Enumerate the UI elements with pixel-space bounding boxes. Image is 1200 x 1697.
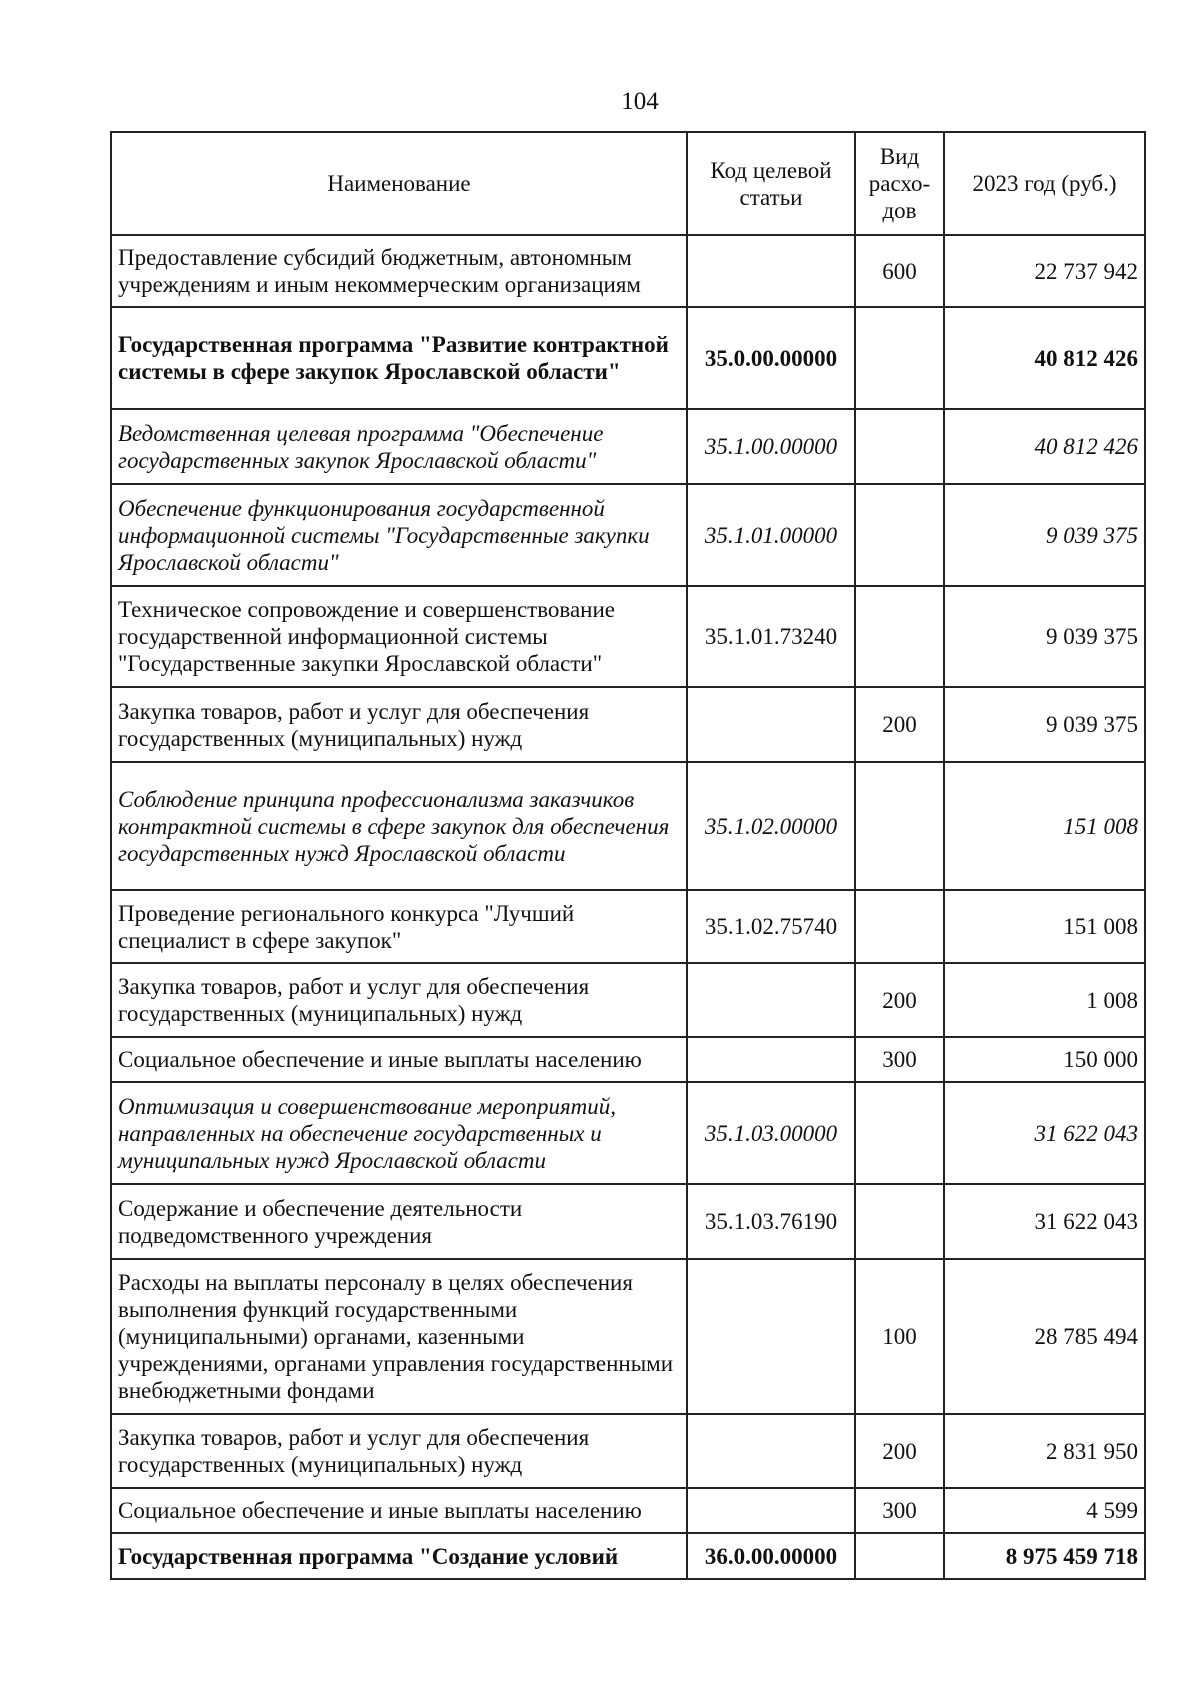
cell-code: 35.1.03.00000 xyxy=(687,1082,855,1184)
cell-type xyxy=(855,409,944,484)
cell-code: 35.1.03.76190 xyxy=(687,1184,855,1259)
cell-type: 200 xyxy=(855,963,944,1037)
cell-code: 35.1.02.75740 xyxy=(687,890,855,963)
cell-name: Оптимизация и совершенствование мероприятий, направленных на обеспечение государственных и муниципальных нужд Ярославской области xyxy=(111,1082,687,1184)
table-row xyxy=(111,235,1145,307)
cell-sum: 9 039 375 xyxy=(944,586,1145,687)
table-row xyxy=(111,1259,1145,1414)
cell-code: 36.0.00.00000 xyxy=(687,1533,855,1579)
cell-type xyxy=(855,1082,944,1184)
table-row xyxy=(111,687,1145,762)
cell-name: Расходы на выплаты персоналу в целях обеспечения выполнения функций государственными (муниципальными) органами, казенными учреждениями, органами управления государственными внебюджетными фондами xyxy=(111,1259,687,1414)
cell-name: Государственная программа "Создание условий xyxy=(111,1533,687,1579)
cell-sum: 4 599 xyxy=(944,1488,1145,1533)
budget-table xyxy=(110,131,1146,1580)
table-row xyxy=(111,1533,1145,1579)
cell-code: 35.1.01.00000 xyxy=(687,484,855,586)
table-row xyxy=(111,890,1145,963)
cell-sum: 40 812 426 xyxy=(944,307,1145,409)
cell-code: 35.1.02.00000 xyxy=(687,762,855,890)
cell-sum: 28 785 494 xyxy=(944,1259,1145,1414)
cell-type xyxy=(855,1184,944,1259)
cell-sum: 9 039 375 xyxy=(944,484,1145,586)
cell-sum: 151 008 xyxy=(944,762,1145,890)
table-row xyxy=(111,307,1145,409)
cell-type xyxy=(855,890,944,963)
cell-sum: 31 622 043 xyxy=(944,1082,1145,1184)
table-row xyxy=(111,1488,1145,1533)
cell-code xyxy=(687,687,855,762)
cell-code xyxy=(687,1488,855,1533)
cell-type: 200 xyxy=(855,1414,944,1488)
header-sum: 2023 год (руб.) xyxy=(944,132,1145,235)
table-row xyxy=(111,963,1145,1037)
cell-type xyxy=(855,484,944,586)
table-row xyxy=(111,1037,1145,1082)
cell-type: 300 xyxy=(855,1488,944,1533)
cell-name: Проведение регионального конкурса "Лучший специалист в сфере закупок" xyxy=(111,890,687,963)
cell-name: Предоставление субсидий бюджетным, автономным учреждениям и иным некоммерческим организациям xyxy=(111,235,687,307)
cell-name: Закупка товаров, работ и услуг для обеспечения государственных (муниципальных) нужд xyxy=(111,963,687,1037)
cell-type: 600 xyxy=(855,235,944,307)
cell-sum: 40 812 426 xyxy=(944,409,1145,484)
table-row xyxy=(111,1414,1145,1488)
cell-name: Обеспечение функционирования государственной информационной системы "Государственные закупки Ярославской области" xyxy=(111,484,687,586)
cell-name: Техническое сопровождение и совершенствование государственной информационной системы "Государственные закупки Ярославской области" xyxy=(111,586,687,687)
cell-sum: 151 008 xyxy=(944,890,1145,963)
cell-type xyxy=(855,307,944,409)
table-row xyxy=(111,484,1145,586)
cell-code xyxy=(687,1037,855,1082)
cell-type xyxy=(855,1533,944,1579)
table-body xyxy=(111,235,1145,1579)
cell-code xyxy=(687,963,855,1037)
cell-type: 100 xyxy=(855,1259,944,1414)
cell-name: Закупка товаров, работ и услуг для обеспечения государственных (муниципальных) нужд xyxy=(111,1414,687,1488)
cell-code xyxy=(687,1414,855,1488)
cell-name: Соблюдение принципа профессионализма заказчиков контрактной системы в сфере закупок для обеспечения государственных нужд Ярославской области xyxy=(111,762,687,890)
cell-type: 200 xyxy=(855,687,944,762)
cell-name: Закупка товаров, работ и услуг для обеспечения государственных (муниципальных) нужд xyxy=(111,687,687,762)
cell-name: Ведомственная целевая программа "Обеспечение государственных закупок Ярославской области" xyxy=(111,409,687,484)
cell-code: 35.0.00.00000 xyxy=(687,307,855,409)
cell-type xyxy=(855,586,944,687)
cell-name: Государственная программа "Развитие контрактной системы в сфере закупок Ярославской области" xyxy=(111,307,687,409)
table-row xyxy=(111,762,1145,890)
cell-sum: 9 039 375 xyxy=(944,687,1145,762)
table-row xyxy=(111,1184,1145,1259)
cell-type: 300 xyxy=(855,1037,944,1082)
table-row xyxy=(111,409,1145,484)
header-type: Вид расхо- дов xyxy=(855,132,944,235)
cell-name: Социальное обеспечение и иные выплаты населению xyxy=(111,1488,687,1533)
table-header-row xyxy=(111,132,1145,235)
cell-name: Содержание и обеспечение деятельности подведомственного учреждения xyxy=(111,1184,687,1259)
cell-name: Социальное обеспечение и иные выплаты населению xyxy=(111,1037,687,1082)
cell-sum: 150 000 xyxy=(944,1037,1145,1082)
table-row xyxy=(111,586,1145,687)
cell-sum: 2 831 950 xyxy=(944,1414,1145,1488)
cell-code xyxy=(687,1259,855,1414)
cell-sum: 22 737 942 xyxy=(944,235,1145,307)
cell-sum: 31 622 043 xyxy=(944,1184,1145,1259)
cell-type xyxy=(855,762,944,890)
header-name: Наименование xyxy=(111,132,687,235)
cell-sum: 1 008 xyxy=(944,963,1145,1037)
table-row xyxy=(111,1082,1145,1184)
cell-sum: 8 975 459 718 xyxy=(944,1533,1145,1579)
page-number: 104 xyxy=(621,88,659,115)
header-code: Код целевой статьи xyxy=(687,132,855,235)
cell-code: 35.1.00.00000 xyxy=(687,409,855,484)
cell-code: 35.1.01.73240 xyxy=(687,586,855,687)
cell-code xyxy=(687,235,855,307)
